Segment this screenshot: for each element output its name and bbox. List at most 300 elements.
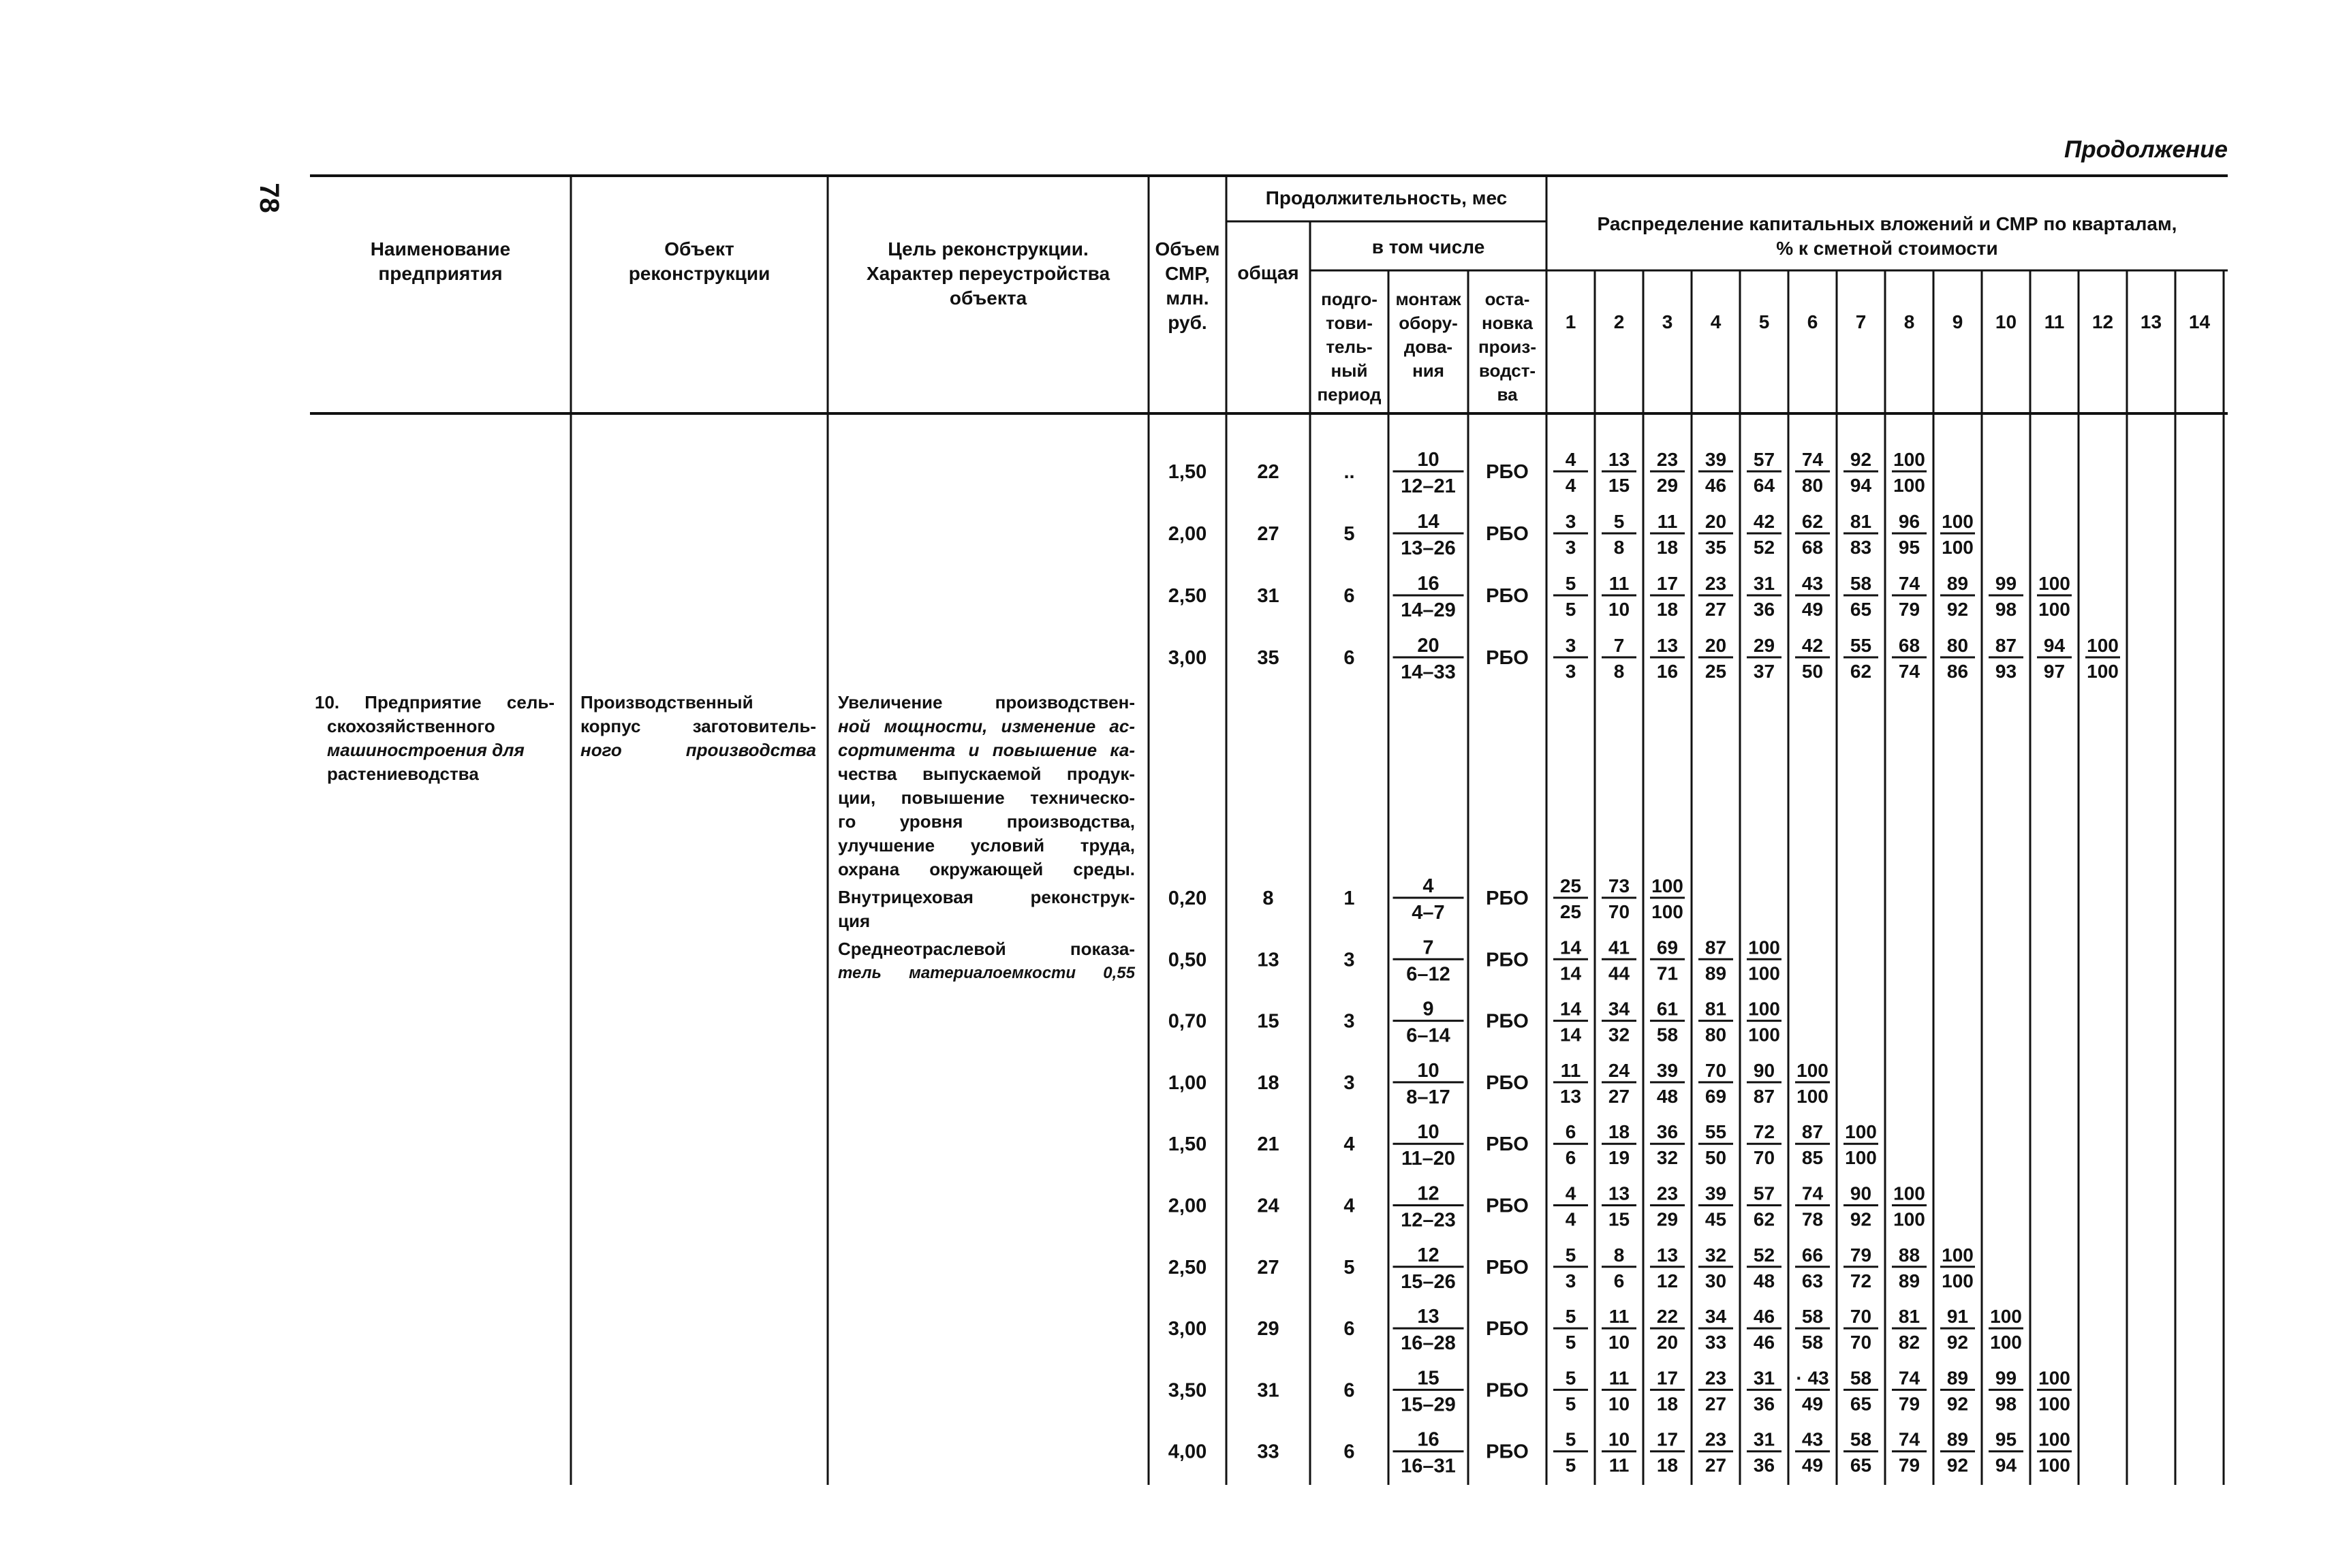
- cell-quarter-denominator: 58: [1801, 1332, 1824, 1353]
- cell-quarter-denominator: 78: [1801, 1208, 1824, 1230]
- cell-volume: 2,00: [1168, 1195, 1207, 1217]
- enterprise-name: [315, 691, 555, 786]
- cell-mount-denominator: 14–29: [1401, 599, 1456, 621]
- cell-mount-numerator: 10: [1417, 1059, 1440, 1082]
- cell-quarter-denominator: 100: [1942, 537, 1974, 558]
- cell-stop: РБО: [1486, 1256, 1529, 1279]
- cell-quarter-denominator: 6: [1613, 1270, 1625, 1291]
- header-goal: Характер переустройства: [866, 263, 1110, 284]
- cell-quarter-denominator: 44: [1608, 962, 1630, 984]
- cell-quarter-denominator: 69: [1705, 1085, 1727, 1107]
- cell-quarter-denominator: 64: [1753, 475, 1775, 496]
- header-quarter: 2: [1613, 311, 1625, 332]
- cell-quarter-numerator: 70: [1850, 1306, 1872, 1328]
- header-quarter: 4: [1710, 311, 1722, 332]
- enterprise-line: скохозяйственного: [327, 716, 495, 736]
- cell-total: 31: [1257, 1379, 1279, 1402]
- cell-prep: 6: [1343, 1441, 1355, 1463]
- header-stop: новка: [1481, 313, 1534, 333]
- cell-quarter-denominator: 79: [1898, 599, 1920, 620]
- cell-volume: 0,70: [1168, 1010, 1207, 1033]
- cell-quarter-denominator: 100: [1651, 901, 1683, 922]
- cell-quarter-denominator: 100: [2038, 1454, 2070, 1476]
- goal-line: го уровня производства,: [838, 811, 1135, 832]
- cell-quarter-numerator: 32: [1705, 1244, 1727, 1266]
- cell-quarter-numerator: 39: [1705, 1182, 1727, 1204]
- cell-quarter-numerator: 3: [1565, 511, 1576, 532]
- cell-quarter-numerator: 11: [1608, 573, 1630, 594]
- header-including: в том числе: [1371, 236, 1485, 257]
- cell-quarter-denominator: 58: [1656, 1024, 1679, 1046]
- goal-line: Увеличение производствен-: [838, 692, 1135, 712]
- goal-line: Внутрицеховая реконструк-: [838, 887, 1135, 907]
- cell-quarter-denominator: 29: [1656, 1208, 1679, 1230]
- header-mount: дова-: [1403, 336, 1453, 357]
- cell-prep: 5: [1343, 523, 1355, 545]
- cell-total: 27: [1257, 1256, 1279, 1279]
- cell-quarter-numerator: 34: [1608, 998, 1630, 1020]
- cell-quarter-denominator: 100: [2087, 661, 2119, 682]
- cell-quarter-numerator: 14: [1559, 937, 1582, 958]
- cell-quarter-denominator: 29: [1656, 475, 1679, 496]
- cell-quarter-numerator: 61: [1656, 998, 1679, 1020]
- cell-quarter-denominator: 15: [1608, 475, 1630, 496]
- cell-quarter-numerator: 13: [1656, 635, 1679, 656]
- cell-quarter-numerator: 87: [1801, 1121, 1824, 1143]
- table-rules: [310, 176, 2228, 1485]
- cell-stop: РБО: [1486, 1010, 1529, 1033]
- table-row: [1168, 1121, 1878, 1170]
- header-quarter: 6: [1807, 311, 1818, 332]
- object-name: [580, 691, 816, 762]
- cell-mount-denominator: 15–29: [1401, 1394, 1456, 1416]
- cell-quarter-denominator: 20: [1656, 1332, 1679, 1353]
- table-row: [1168, 1367, 2072, 1415]
- cell-quarter-denominator: 48: [1753, 1270, 1775, 1291]
- cell-quarter-denominator: 50: [1801, 661, 1824, 682]
- cell-quarter-denominator: 25: [1705, 661, 1727, 682]
- cell-quarter-numerator: 81: [1850, 511, 1872, 532]
- cell-total: 22: [1257, 461, 1279, 483]
- cell-quarter-numerator: 8: [1613, 1244, 1625, 1266]
- cell-quarter-numerator: 31: [1753, 1367, 1775, 1389]
- cell-total: 24: [1257, 1195, 1279, 1217]
- cell-quarter-numerator: 74: [1801, 1182, 1824, 1204]
- cell-quarter-denominator: 89: [1898, 1270, 1920, 1291]
- goal-text: [838, 691, 1135, 985]
- cell-quarter-numerator: 79: [1850, 1244, 1872, 1266]
- cell-quarter-numerator: 46: [1753, 1306, 1775, 1328]
- cell-quarter-numerator: 23: [1705, 573, 1727, 594]
- cell-quarter-numerator: 17: [1656, 1367, 1679, 1389]
- header-total: общая: [1237, 262, 1299, 283]
- cell-mount-denominator: 6–12: [1406, 963, 1450, 986]
- cell-quarter-denominator: 14: [1559, 1024, 1582, 1046]
- cell-stop: РБО: [1486, 523, 1529, 545]
- cell-quarter-numerator: 31: [1753, 573, 1775, 594]
- cell-quarter-numerator: 23: [1656, 449, 1679, 470]
- cell-stop: РБО: [1486, 1379, 1529, 1402]
- continuation-label: Продолжение: [2064, 136, 2228, 163]
- cell-quarter-numerator: 58: [1850, 1428, 1872, 1450]
- cell-quarter-denominator: 5: [1565, 1454, 1576, 1476]
- cell-quarter-numerator: 11: [1608, 1306, 1630, 1328]
- cell-mount-denominator: 13–26: [1401, 537, 1456, 559]
- cell-quarter-denominator: 46: [1753, 1332, 1775, 1353]
- cell-volume: 3,00: [1168, 1318, 1207, 1340]
- cell-quarter-denominator: 93: [1995, 661, 2017, 682]
- cell-quarter-denominator: 46: [1705, 475, 1727, 496]
- cell-quarter-numerator: 3: [1565, 635, 1576, 656]
- cell-quarter-numerator: 42: [1801, 635, 1824, 656]
- header-mount: монтаж: [1395, 289, 1461, 309]
- cell-mount-denominator: 16–28: [1401, 1332, 1456, 1355]
- cell-prep: 1: [1343, 888, 1355, 909]
- cell-volume: 0,50: [1168, 949, 1207, 971]
- cell-quarter-denominator: 100: [1796, 1085, 1829, 1107]
- cell-quarter-numerator: 100: [2038, 1428, 2070, 1450]
- header-quarter: 11: [2044, 311, 2065, 332]
- enterprise-line: машиностроения для: [327, 740, 525, 760]
- cell-mount-denominator: 12–23: [1401, 1209, 1456, 1232]
- cell-quarter-numerator: 23: [1705, 1428, 1727, 1450]
- cell-quarter-denominator: 5: [1565, 599, 1576, 620]
- cell-quarter-numerator: 11: [1657, 511, 1678, 532]
- cell-quarter-numerator: 7: [1613, 635, 1625, 656]
- cell-volume: 2,00: [1168, 523, 1207, 545]
- cell-total: 8: [1262, 888, 1274, 909]
- cell-quarter-denominator: 11: [1608, 1454, 1630, 1476]
- cell-stop: РБО: [1486, 1071, 1529, 1094]
- cell-quarter-numerator: 5: [1565, 1244, 1576, 1266]
- cell-quarter-numerator: 89: [1946, 573, 1969, 594]
- cell-quarter-numerator: 89: [1946, 1367, 1969, 1389]
- cell-mount-numerator: 16: [1417, 573, 1440, 595]
- header-volume: Объем: [1155, 238, 1220, 260]
- header-volume: СМР,: [1165, 263, 1210, 284]
- cell-quarter-denominator: 13: [1559, 1085, 1582, 1107]
- cell-volume: 1,00: [1168, 1071, 1207, 1094]
- table-row: [1168, 573, 2072, 621]
- cell-quarter-numerator: 87: [1995, 635, 2017, 656]
- cell-volume: 2,50: [1168, 585, 1207, 607]
- cell-quarter-numerator: 13: [1608, 449, 1630, 470]
- cell-quarter-numerator: 24: [1608, 1059, 1630, 1081]
- cell-mount-numerator: 7: [1422, 937, 1434, 959]
- cell-quarter-denominator: 100: [1893, 1208, 1925, 1230]
- table-row: [1168, 999, 1781, 1047]
- cell-quarter-numerator: 14: [1559, 998, 1582, 1020]
- cell-quarter-denominator: 98: [1995, 1393, 2017, 1415]
- cell-quarter-numerator: 55: [1705, 1121, 1727, 1143]
- cell-quarter-numerator: 74: [1801, 449, 1824, 470]
- cell-mount-numerator: 20: [1417, 635, 1440, 657]
- cell-quarter-denominator: 18: [1656, 1454, 1679, 1476]
- cell-quarter-numerator: 5: [1613, 511, 1625, 532]
- cell-quarter-denominator: 10: [1608, 599, 1630, 620]
- cell-quarter-denominator: 79: [1898, 1454, 1920, 1476]
- cell-quarter-denominator: 85: [1801, 1147, 1824, 1169]
- cell-quarter-numerator: 100: [2038, 1367, 2070, 1389]
- cell-quarter-numerator: 39: [1705, 449, 1727, 470]
- cell-quarter-denominator: 49: [1801, 599, 1824, 620]
- cell-quarter-denominator: 32: [1656, 1147, 1679, 1169]
- page-number: 78: [253, 183, 284, 213]
- goal-line: Среднеотраслевой показа-: [838, 939, 1135, 959]
- cell-mount-numerator: 10: [1417, 449, 1440, 471]
- cell-quarter-numerator: 36: [1656, 1121, 1679, 1143]
- cell-volume: 2,50: [1168, 1256, 1207, 1279]
- cell-quarter-denominator: 92: [1946, 1332, 1969, 1353]
- enterprise-line: 10. Предприятие сель-: [315, 692, 555, 712]
- cell-total: 21: [1257, 1133, 1279, 1156]
- cell-quarter-numerator: 18: [1608, 1121, 1630, 1143]
- cell-quarter-denominator: 65: [1850, 599, 1872, 620]
- cell-quarter-numerator: 90: [1753, 1059, 1775, 1081]
- header-mount: обору-: [1399, 313, 1458, 333]
- cell-volume: 1,50: [1168, 461, 1207, 483]
- cell-quarter-numerator: 74: [1898, 573, 1920, 594]
- cell-volume: 3,50: [1168, 1379, 1207, 1402]
- cell-quarter-denominator: 37: [1753, 661, 1775, 682]
- cell-stop: РБО: [1486, 949, 1529, 971]
- cell-quarter-denominator: 86: [1946, 661, 1969, 682]
- cell-quarter-numerator: 100: [1748, 998, 1780, 1020]
- cell-quarter-numerator: 5: [1565, 1306, 1576, 1328]
- cell-quarter-numerator: 10: [1608, 1428, 1630, 1450]
- cell-prep: 5: [1343, 1256, 1355, 1279]
- cell-quarter-denominator: 80: [1801, 475, 1824, 496]
- goal-line: чества выпускаемой продук-: [838, 764, 1135, 784]
- header-stop: произ-: [1478, 336, 1537, 357]
- cell-quarter-numerator: 23: [1656, 1182, 1679, 1204]
- cell-quarter-denominator: 100: [1748, 962, 1780, 984]
- cell-quarter-numerator: 99: [1995, 1367, 2017, 1389]
- cell-quarter-denominator: 49: [1801, 1393, 1824, 1415]
- cell-mount-numerator: 13: [1417, 1306, 1440, 1328]
- cell-mount-denominator: 8–17: [1406, 1086, 1450, 1108]
- cell-total: 31: [1257, 585, 1279, 607]
- cell-quarter-denominator: 4: [1565, 1208, 1576, 1230]
- cell-quarter-denominator: 36: [1753, 1393, 1775, 1415]
- cell-quarter-denominator: 6: [1565, 1147, 1576, 1169]
- cell-quarter-numerator: 43: [1801, 573, 1824, 594]
- cell-quarter-denominator: 92: [1946, 1454, 1969, 1476]
- header-enterprise: предприятия: [378, 263, 503, 284]
- object-line: корпус заготовитель-: [580, 716, 816, 736]
- header-distribution: % к сметной стоимости: [1776, 238, 1998, 259]
- cell-prep: 6: [1343, 1318, 1355, 1340]
- cell-quarter-numerator: 58: [1850, 573, 1872, 594]
- header-quarter: 1: [1565, 311, 1576, 332]
- cell-quarter-numerator: 29: [1753, 635, 1775, 656]
- cell-quarter-denominator: 94: [1850, 475, 1872, 496]
- cell-quarter-numerator: 70: [1705, 1059, 1727, 1081]
- cell-quarter-numerator: 100: [1796, 1059, 1829, 1081]
- cell-quarter-numerator: 95: [1995, 1428, 2017, 1450]
- cell-quarter-denominator: 65: [1850, 1454, 1872, 1476]
- cell-quarter-numerator: 100: [1990, 1306, 2022, 1328]
- cell-stop: РБО: [1486, 647, 1529, 669]
- cell-quarter-numerator: 4: [1565, 449, 1576, 470]
- cell-quarter-denominator: 94: [1995, 1454, 2017, 1476]
- cell-quarter-denominator: 35: [1705, 537, 1727, 558]
- cell-quarter-numerator: 13: [1656, 1244, 1679, 1266]
- cell-quarter-denominator: 5: [1565, 1393, 1576, 1415]
- header-goal: Цель реконструкции.: [888, 238, 1089, 260]
- cell-quarter-denominator: 36: [1753, 1454, 1775, 1476]
- cell-quarter-denominator: 71: [1656, 962, 1679, 984]
- cell-quarter-denominator: 15: [1608, 1208, 1630, 1230]
- table-row: [1168, 1244, 1975, 1293]
- cell-quarter-denominator: 27: [1705, 1393, 1727, 1415]
- cell-quarter-numerator: 4: [1565, 1182, 1576, 1204]
- cell-quarter-denominator: 98: [1995, 599, 2017, 620]
- cell-quarter-numerator: 100: [2038, 573, 2070, 594]
- cell-quarter-numerator: 55: [1850, 635, 1872, 656]
- cell-stop: РБО: [1486, 1318, 1529, 1340]
- cell-quarter-denominator: 27: [1705, 1454, 1727, 1476]
- cell-quarter-numerator: 17: [1656, 573, 1679, 594]
- cell-quarter-numerator: 73: [1608, 875, 1630, 896]
- cell-quarter-denominator: 100: [1845, 1147, 1877, 1169]
- header-quarter: 3: [1662, 311, 1673, 332]
- header-stop: водст-: [1478, 360, 1536, 381]
- cell-quarter-numerator: 74: [1898, 1367, 1920, 1389]
- cell-mount-numerator: 12: [1417, 1182, 1440, 1205]
- cell-mount-numerator: 9: [1422, 998, 1434, 1020]
- cell-mount-denominator: 11–20: [1401, 1148, 1456, 1170]
- cell-quarter-denominator: 48: [1656, 1085, 1679, 1107]
- header-volume: руб.: [1168, 312, 1207, 333]
- cell-quarter-numerator: 5: [1565, 1428, 1576, 1450]
- cell-quarter-denominator: 70: [1608, 901, 1630, 922]
- cell-quarter-denominator: 68: [1801, 537, 1824, 558]
- header-prep: период: [1317, 384, 1382, 405]
- cell-total: 33: [1257, 1441, 1279, 1463]
- cell-quarter-numerator: 62: [1801, 511, 1824, 532]
- table-row: [1168, 1060, 1830, 1108]
- cell-stop: РБО: [1486, 1441, 1529, 1463]
- cell-quarter-denominator: 27: [1608, 1085, 1630, 1107]
- cell-quarter-denominator: 27: [1705, 599, 1727, 620]
- cell-quarter-numerator: 72: [1753, 1121, 1775, 1143]
- cell-quarter-numerator: 20: [1705, 635, 1727, 656]
- cell-quarter-denominator: 10: [1608, 1332, 1630, 1353]
- cell-quarter-denominator: 70: [1753, 1147, 1775, 1169]
- cell-total: 27: [1257, 523, 1279, 545]
- header-quarter: 5: [1758, 311, 1770, 332]
- cell-mount-numerator: 15: [1417, 1367, 1440, 1390]
- cell-total: 35: [1257, 647, 1279, 669]
- cell-prep: 6: [1343, 1379, 1355, 1402]
- cell-total: 13: [1257, 949, 1279, 971]
- header-mount: ния: [1412, 360, 1444, 381]
- cell-mount-denominator: 6–14: [1406, 1024, 1450, 1047]
- cell-quarter-denominator: 18: [1656, 599, 1679, 620]
- cell-quarter-denominator: 72: [1850, 1270, 1872, 1291]
- header-volume: млн.: [1166, 287, 1209, 309]
- cell-quarter-numerator: 80: [1946, 635, 1969, 656]
- cell-quarter-denominator: 14: [1559, 962, 1582, 984]
- cell-quarter-denominator: 10: [1608, 1393, 1630, 1415]
- cell-prep: 6: [1343, 585, 1355, 607]
- cell-quarter-numerator: 100: [1942, 511, 1974, 532]
- header-goal: объекта: [949, 287, 1027, 309]
- cell-quarter-denominator: 18: [1656, 1393, 1679, 1415]
- cell-quarter-denominator: 74: [1898, 661, 1920, 682]
- cell-volume: 4,00: [1168, 1441, 1207, 1463]
- cell-prep: 3: [1343, 949, 1355, 971]
- cell-quarter-denominator: 82: [1898, 1332, 1920, 1353]
- cell-quarter-denominator: 3: [1565, 537, 1576, 558]
- cell-quarter-denominator: 100: [2038, 599, 2070, 620]
- cell-prep: 4: [1343, 1133, 1355, 1156]
- cell-quarter-denominator: 33: [1705, 1332, 1727, 1353]
- cell-quarter-numerator: 22: [1656, 1306, 1679, 1328]
- cell-quarter-denominator: 70: [1850, 1332, 1872, 1353]
- cell-mount-denominator: 4–7: [1412, 902, 1445, 924]
- cell-quarter-numerator: 17: [1656, 1428, 1679, 1450]
- cell-quarter-numerator: 23: [1705, 1367, 1727, 1389]
- cell-quarter-denominator: 50: [1705, 1147, 1727, 1169]
- cell-mount-denominator: 16–31: [1401, 1455, 1456, 1477]
- cell-quarter-numerator: 87: [1705, 937, 1727, 958]
- cell-quarter-denominator: 62: [1850, 661, 1872, 682]
- cell-quarter-numerator: 100: [1651, 875, 1683, 896]
- cell-quarter-numerator: 5: [1565, 573, 1576, 594]
- cell-stop: РБО: [1486, 1133, 1529, 1156]
- cell-quarter-numerator: 6: [1565, 1121, 1576, 1143]
- header-prep: подго-: [1321, 289, 1378, 309]
- cell-mount-numerator: 4: [1422, 875, 1434, 897]
- cell-stop: РБО: [1486, 888, 1529, 909]
- cell-quarter-denominator: 80: [1705, 1024, 1727, 1046]
- cell-prep: ..: [1343, 461, 1355, 483]
- cell-quarter-denominator: 92: [1946, 1393, 1969, 1415]
- cell-quarter-denominator: 5: [1565, 1332, 1576, 1353]
- cell-quarter-numerator: 57: [1753, 1182, 1775, 1204]
- object-line: ного производства: [580, 740, 816, 760]
- header-prep: тови-: [1326, 313, 1373, 333]
- object-line: Производственный: [580, 692, 753, 712]
- cell-quarter-numerator: 11: [1560, 1059, 1581, 1081]
- cell-quarter-denominator: 3: [1565, 1270, 1576, 1291]
- cell-quarter-denominator: 45: [1705, 1208, 1727, 1230]
- cell-stop: РБО: [1486, 461, 1529, 483]
- cell-quarter-numerator: 81: [1898, 1306, 1920, 1328]
- cell-volume: 1,50: [1168, 1133, 1207, 1156]
- cell-quarter-denominator: 8: [1613, 537, 1625, 558]
- header-prep: тель-: [1326, 336, 1373, 357]
- cell-quarter-numerator: 34: [1705, 1306, 1727, 1328]
- cell-quarter-denominator: 3: [1565, 661, 1576, 682]
- cell-quarter-numerator: 100: [1748, 937, 1780, 958]
- cell-quarter-numerator: 11: [1608, 1367, 1630, 1389]
- cell-mount-denominator: 12–21: [1401, 475, 1456, 497]
- cell-quarter-denominator: 87: [1753, 1085, 1775, 1107]
- cell-quarter-denominator: 92: [1850, 1208, 1872, 1230]
- cell-quarter-denominator: 62: [1753, 1208, 1775, 1230]
- header-prep: ный: [1331, 360, 1368, 381]
- cell-quarter-numerator: 100: [1845, 1121, 1877, 1143]
- cell-quarter-numerator: 90: [1850, 1182, 1872, 1204]
- cell-quarter-numerator: 69: [1656, 937, 1679, 958]
- cell-quarter-numerator: 91: [1946, 1306, 1969, 1328]
- cell-quarter-denominator: 30: [1705, 1270, 1727, 1291]
- header-quarter: 10: [1995, 311, 2017, 332]
- header-quarter: 14: [2188, 311, 2211, 332]
